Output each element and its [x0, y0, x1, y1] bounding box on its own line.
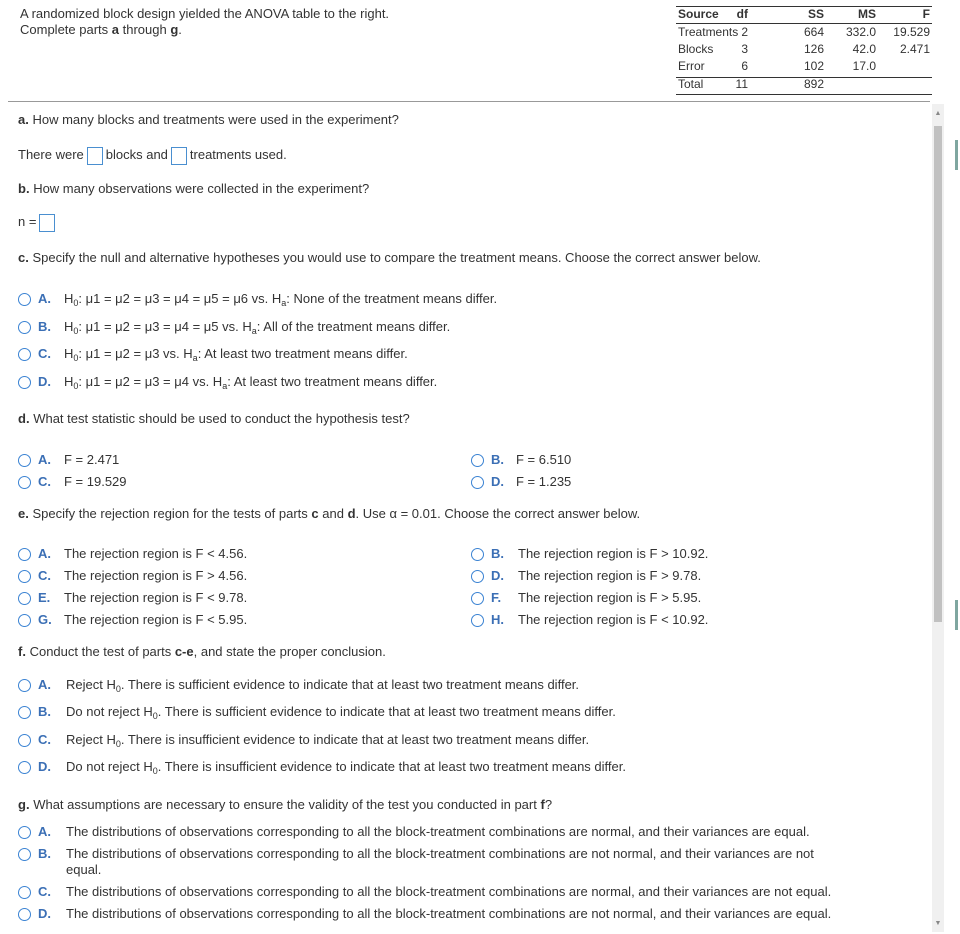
question-a: a. How many blocks and treatments were used in the experiment?	[18, 112, 399, 127]
edge-marker	[955, 140, 958, 170]
edge-marker	[955, 600, 958, 630]
radio-button[interactable]	[18, 321, 31, 334]
radio-button[interactable]	[18, 592, 31, 605]
anova-row: Blocks 3 126 42.0 2.471	[678, 42, 930, 56]
question-d: d. What test statistic should be used to conduct the hypothesis test?	[18, 411, 410, 426]
radio-button[interactable]	[18, 476, 31, 489]
scroll-down-icon[interactable]: ▼	[934, 920, 942, 927]
radio-button[interactable]	[471, 476, 484, 489]
radio-button[interactable]	[471, 570, 484, 583]
question-f: f. Conduct the test of parts c-e, and state the proper conclusion.	[18, 644, 386, 659]
intro-line-2: Complete parts a through g.	[20, 22, 182, 37]
question-g: g. What assumptions are necessary to ensure the validity of the test you conducted in part f?	[18, 797, 553, 812]
anova-header-row	[676, 7, 932, 24]
question-c: c. Specify the null and alternative hypotheses you would use to compare the treatment means. Choose the correct answer below.	[18, 250, 761, 265]
question-e: e. Specify the rejection region for the tests of parts c and d. Use α = 0.01. Choose the correct answer below.	[18, 506, 641, 521]
observations-input[interactable]	[39, 214, 55, 232]
anova-header-ms: MS	[858, 7, 876, 21]
radio-button[interactable]	[18, 908, 31, 921]
anova-header-source: Source	[678, 7, 719, 21]
radio-button[interactable]	[18, 376, 31, 389]
radio-button[interactable]	[471, 548, 484, 561]
anova-row-total: Total 11 892	[678, 77, 824, 91]
answer-a: There were blocks and treatments used.	[18, 145, 287, 165]
vertical-scrollbar[interactable]	[932, 104, 944, 932]
radio-button[interactable]	[471, 454, 484, 467]
radio-button[interactable]	[18, 826, 31, 839]
radio-button[interactable]	[18, 848, 31, 861]
scroll-up-icon[interactable]: ▲	[934, 110, 942, 117]
anova-header-ss: SS	[807, 7, 824, 21]
radio-button[interactable]	[471, 614, 484, 627]
radio-button[interactable]	[18, 614, 31, 627]
radio-button[interactable]	[18, 679, 31, 692]
radio-button[interactable]	[18, 348, 31, 361]
anova-row: Error 6 102 17.0	[678, 59, 876, 73]
radio-button[interactable]	[18, 570, 31, 583]
radio-button[interactable]	[18, 761, 31, 774]
anova-table	[676, 6, 932, 96]
question-b: b. How many observations were collected in the experiment?	[18, 181, 370, 196]
section-divider	[8, 101, 930, 102]
anova-header-f: F	[922, 7, 930, 21]
answer-b: n =	[18, 212, 58, 232]
anova-row: Treatments 2 664 332.0 19.529	[678, 25, 930, 39]
radio-button[interactable]	[18, 706, 31, 719]
treatments-input[interactable]	[171, 147, 187, 165]
radio-button[interactable]	[18, 548, 31, 561]
radio-button[interactable]	[18, 886, 31, 899]
radio-button[interactable]	[18, 293, 31, 306]
blocks-input[interactable]	[87, 147, 103, 165]
radio-button[interactable]	[18, 454, 31, 467]
radio-button[interactable]	[471, 592, 484, 605]
intro-line-1: A randomized block design yielded the ANOVA table to the right.	[20, 6, 390, 21]
scrollbar-thumb[interactable]	[934, 126, 942, 622]
anova-header-df: df	[736, 7, 748, 21]
radio-button[interactable]	[18, 734, 31, 747]
problem-intro	[20, 6, 389, 38]
